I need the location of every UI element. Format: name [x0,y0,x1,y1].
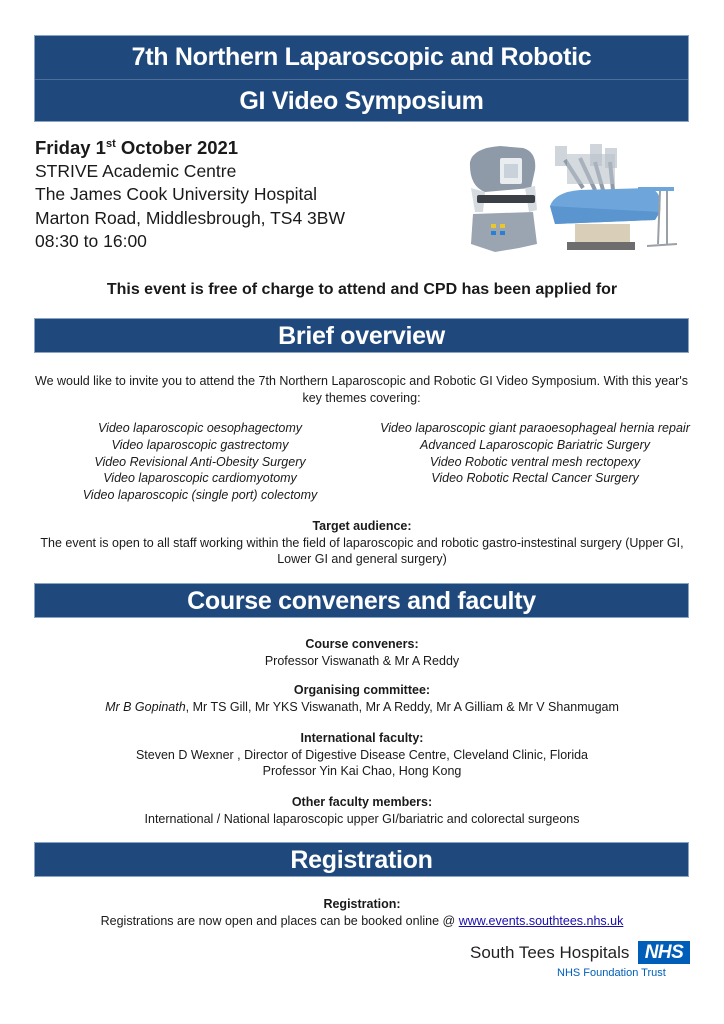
other-faculty-heading: Other faculty members: [291,795,433,809]
event-address: Marton Road, Middlesbrough, TS4 3BW [35,207,345,228]
other-faculty-text: International / National laparoscopic upper GI/bariatric and colorectal surgeons [144,811,580,826]
overview-intro [34,373,689,407]
overview-intro-line-2: key themes covering: [302,391,421,405]
theme-item: Video laparoscopic gastrectomy [111,437,289,452]
target-audience-heading: Target audience: [312,519,412,533]
theme-item: Video laparoscopic oesophagectomy [97,421,303,435]
target-audience-line-2: Lower GI and general surgery) [277,552,447,566]
target-audience-line-1: The event is open to all staff working within the field of laparoscopic and robotic gastro-instestinal surgery (Upper GI, [40,535,684,550]
registration-info [20,896,704,929]
committee-other-members: , Mr TS Gill, Mr YKS Viswanath, Mr A Reddy, Mr A Gilliam & Mr V Shanmugam [185,699,619,714]
date-ordinal: st [105,138,116,150]
themes-list-left [60,420,340,504]
international-faculty [20,730,704,780]
theme-item: Advanced Laparoscopic Bariatric Surgery [420,437,650,452]
faculty-banner: Course conveners and faculty [34,583,689,618]
registration-text [20,913,704,930]
target-audience [20,518,704,568]
conveners-heading: Course conveners: [305,637,419,651]
free-notice: This event is free of charge to attend and CPD has been applied for [106,281,618,298]
course-conveners [20,636,704,669]
theme-item: Video Robotic Rectal Cancer Surgery [431,471,639,486]
title-line-2: GI Video Symposium [239,87,484,115]
logo-foundation-trust: NHS Foundation Trust [557,967,666,979]
conveners-names: Professor Viswanath & Mr A Reddy [264,653,460,668]
international-member-2: Professor Yin Kai Chao, Hong Kong [262,764,462,778]
title-line-1: 7th Northern Laparoscopic and Robotic [35,36,688,80]
theme-item: Video Robotic ventral mesh rectopexy [429,454,641,469]
surgical-robot-image [455,140,680,255]
committee-heading: Organising committee: [293,683,431,697]
south-tees-nhs-logo [470,941,692,981]
overview-intro-line-1: We would like to invite you to attend the 7th Northern Laparoscopic and Robotic GI Video Symposium. With this year's [35,374,688,388]
event-info [35,133,345,254]
theme-item: Video Revisional Anti-Obesity Surgery [94,454,306,469]
event-date [35,133,345,160]
event-hospital: The James Cook University Hospital [35,184,318,205]
event-time: 08:30 to 16:00 [35,231,147,252]
theme-item: Video laparoscopic giant paraoesophageal hernia repair [380,421,690,435]
registration-banner: Registration [34,842,689,877]
date-prefix: Friday 1 [35,137,106,159]
committee-first-member: Mr B Gopinath [105,699,186,714]
nhs-badge-icon: NHS [638,941,690,964]
title-banner [34,35,689,122]
international-heading: International faculty: [300,731,424,745]
logo-trust-name: South Tees Hospitals [470,943,630,962]
registration-heading: Registration: [323,897,401,911]
brief-overview-banner: Brief overview [34,318,689,353]
registration-text-body: Registrations are now open and places can be booked online @ [100,913,459,928]
themes-list-right [375,420,695,487]
theme-item: Video laparoscopic (single port) colectomy [82,488,318,503]
date-suffix: October 2021 [115,137,239,159]
committee-names [20,699,704,716]
theme-item: Video laparoscopic cardiomyotomy [103,471,297,486]
registration-link[interactable]: www.events.southtees.nhs.uk [458,913,624,928]
event-venue: STRIVE Academic Centre [35,160,237,181]
other-faculty [20,794,704,827]
organising-committee [20,682,704,715]
international-member-1: Steven D Wexner , Director of Digestive Disease Centre, Cleveland Clinic, Florida [135,747,589,762]
